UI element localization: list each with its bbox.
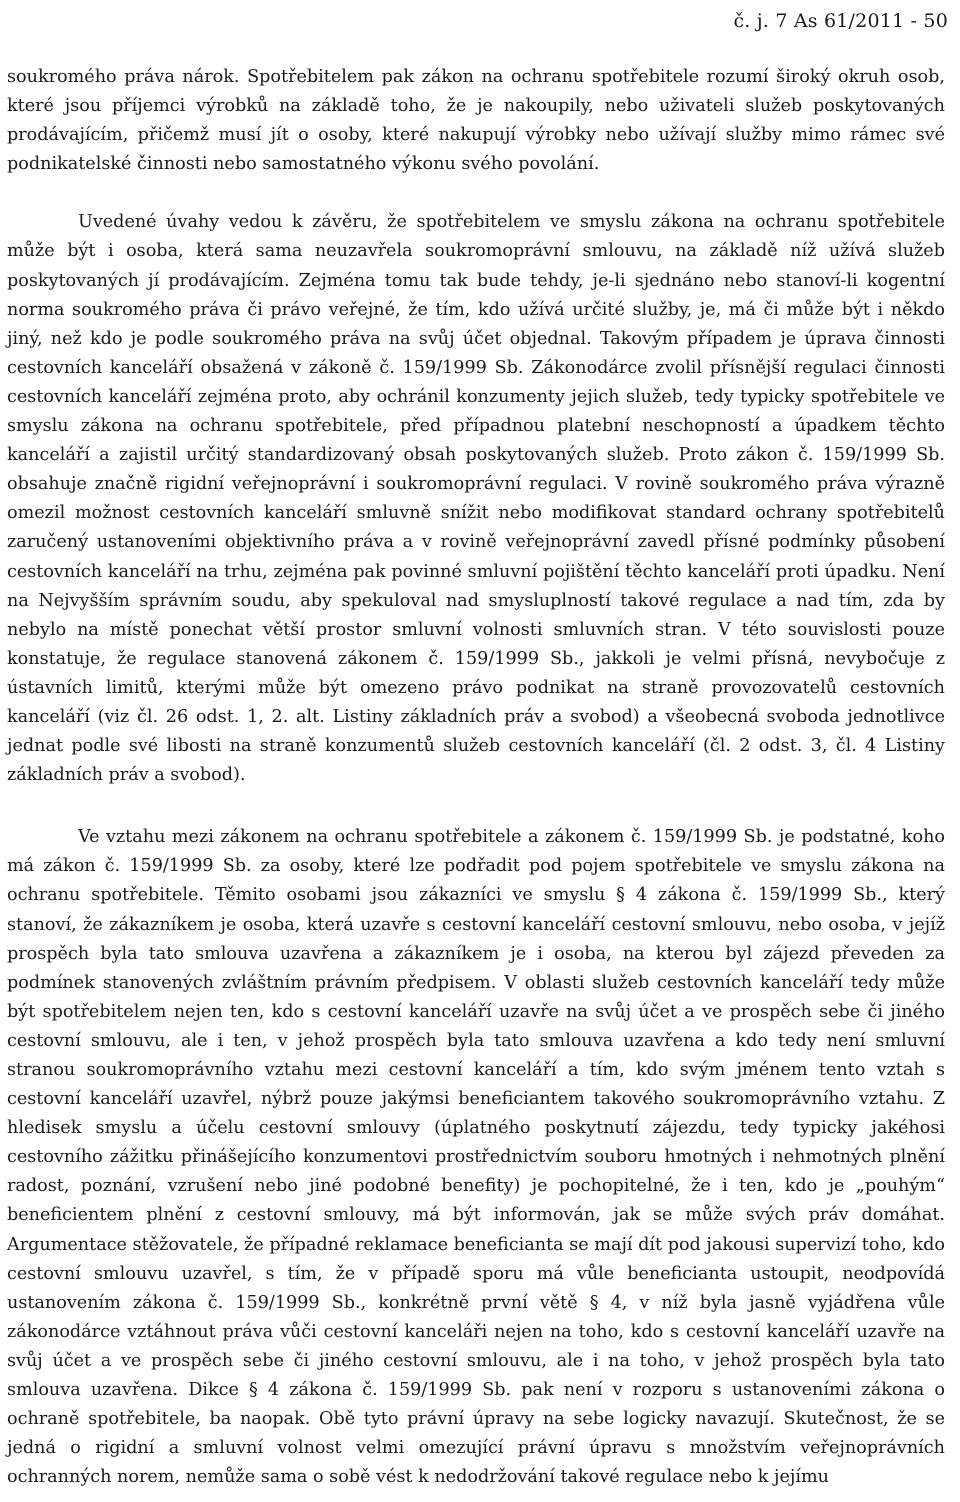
document-body xyxy=(7,63,945,1492)
paragraph-continuation: soukromého práva nárok. Spotřebitelem pak zákon na ochranu spotřebitele rozumí široký okruh osob, které jsou příjemci výrobků na základě toho, že je nakoupily, nebo uživateli služeb poskytovaných prodávajícím, přičemž musí jít o osoby, které nakupují výrobky nebo užívají služby mimo rámec své podnikatelské činnosti nebo samostatného výkonu svého povolání. xyxy=(7,67,945,175)
case-number-header: č. j. 7 As 61/2011 - 50 xyxy=(733,10,948,32)
paragraph-travel-agency-law: Ve vztahu mezi zákonem na ochranu spotřebitele a zákonem č. 159/1999 Sb. je podstatné, koho má zákon č. 159/1999 Sb. za osoby, které lze podřadit pod pojem spotřebitele ve smyslu zákona na ochranu spotřebitele. Těmito osobami jsou zákazníci ve smyslu § 4 zákona č. 159/1999 Sb., který stanoví, že zákazníkem je osoba, která uzavře s cestovní kanceláří cestovní smlouvu, nebo osoba, v jejíž prospěch byla tato smlouva uzavřena a zákazníkem je i osoba, na kterou byl zájezd převeden za podmínek stanovených zvláštním právním předpisem. V oblasti služeb cestovních kanceláří tedy může být spotřebitelem nejen ten, kdo s cestovní kanceláří uzavře na svůj účet a ve prospěch sebe či jiného cestovní smlouvu, ale i ten, v jehož prospěch byla tato smlouva uzavřena a kdo tedy není smluvní stranou soukromoprávního vztahu mezi cestovní kanceláří a tím, kdo svým jménem tento vztah s cestovní kanceláří uzavřel, nýbrž pouze jakýmsi beneficiantem takového soukromoprávního vztahu. Z hledisek smyslu a účelu cestovní smlouvy (úplatného poskytnutí zájezdu, tedy typicky jakéhosi cestovního zážitku přinášejícího konzumentovi prostřednictvím souboru hmotných i nehmotných plnění radost, poznání, vzrušení nebo jiné podobné benefity) je pochopitelné, že i ten, kdo je „pouhým“ beneficientem plnění z cestovní smlouvy, má být informován, jak se může svých práv domáhat. Argumentace stěžovatele, že případné reklamace beneficianta se mají dít pod jakousi supervizí toho, kdo cestovní smlouvu uzavřel, s tím, že v případě sporu má vůle beneficianta ustoupit, neodpovídá ustanovením zákona č. 159/1999 Sb., konkrétně první větě § 4, v níž byla jasně vyjádřena vůle zákonodárce vztáhnout práva vůči cestovní kanceláři nejen na toho, kdo s cestovní kanceláří uzavře na svůj účet a ve prospěch sebe či jiného cestovní smlouvu, ale i na toho, v jehož prospěch byla tato smlouva uzavřena. Dikce § 4 zákona č. 159/1999 Sb. pak není v rozporu s ustanoveními zákona o ochraně spotřebitele, ba naopak. Obě tyto právní úpravy na sebe logicky navazují. Skutečnost, že se jedná o rigidní a smluvní volnost velmi omezující právní úpravu s množstvím veřejnoprávních ochranných norem, nemůže sama o sobě vést k nedodržování takové regulace nebo k jejímu xyxy=(7,827,945,1488)
paragraph-consumer-definition: Uvedené úvahy vedou k závěru, že spotřebitelem ve smyslu zákona na ochranu spotřebitele může být i osoba, která sama neuzavřela soukromoprávní smlouvu, na základě níž užívá služeb poskytovaných jí prodávajícím. Zejména tomu tak bude tehdy, je-li sjednáno nebo stanoví-li kogentní norma soukromého práva či právo veřejné, že tím, kdo užívá určité služby, je, má či může být i někdo jiný, než kdo je podle soukromého práva na svůj účet objednal. Takovým případem je úprava činnosti cestovních kanceláří obsažená v zákoně č. 159/1999 Sb. Zákonodárce zvolil přísnější regulaci činnosti cestovních kanceláří zejména proto, aby ochránil konzumenty jejich služeb, tedy typicky spotřebitele ve smyslu zákona na ochranu spotřebitele, před případnou platební neschopností a úpadkem těchto kanceláří a zajistil určitý standardizovaný obsah poskytovaných služeb. Proto zákon č. 159/1999 Sb. obsahuje značně rigidní veřejnoprávní i soukromoprávní regulaci. V rovině soukromého práva výrazně omezil možnost cestovních kanceláří smluvně snížit nebo modifikovat standard ochrany spotřebitelů zaručený ustanoveními objektivního práva a v rovině veřejnoprávní zavedl přísné podmínky působení cestovních kanceláří na trhu, zejména pak povinné smluvní pojištění těchto kanceláří proti úpadku. Není na Nejvyšším správním soudu, aby spekuloval nad smysluplností takové regulace a nad tím, zda by nebylo na místě ponechat větší prostor smluvní volnosti smluvních stran. V této souvislosti pouze konstatuje, že regulace stanovená zákonem č. 159/1999 Sb., jakkoli je velmi přísná, nevybočuje z ústavních limitů, kterými může být omezeno právo podnikat na straně provozovatelů cestovních kanceláří (viz čl. 26 odst. 1, 2. alt. Listiny základních práv a svobod) a všeobecná svoboda jednotlivce jednat podle své libosti na straně konzumentů služeb cestovních kanceláří (čl. 2 odst. 3, čl. 4 Listiny základních práv a svobod). xyxy=(7,212,945,786)
